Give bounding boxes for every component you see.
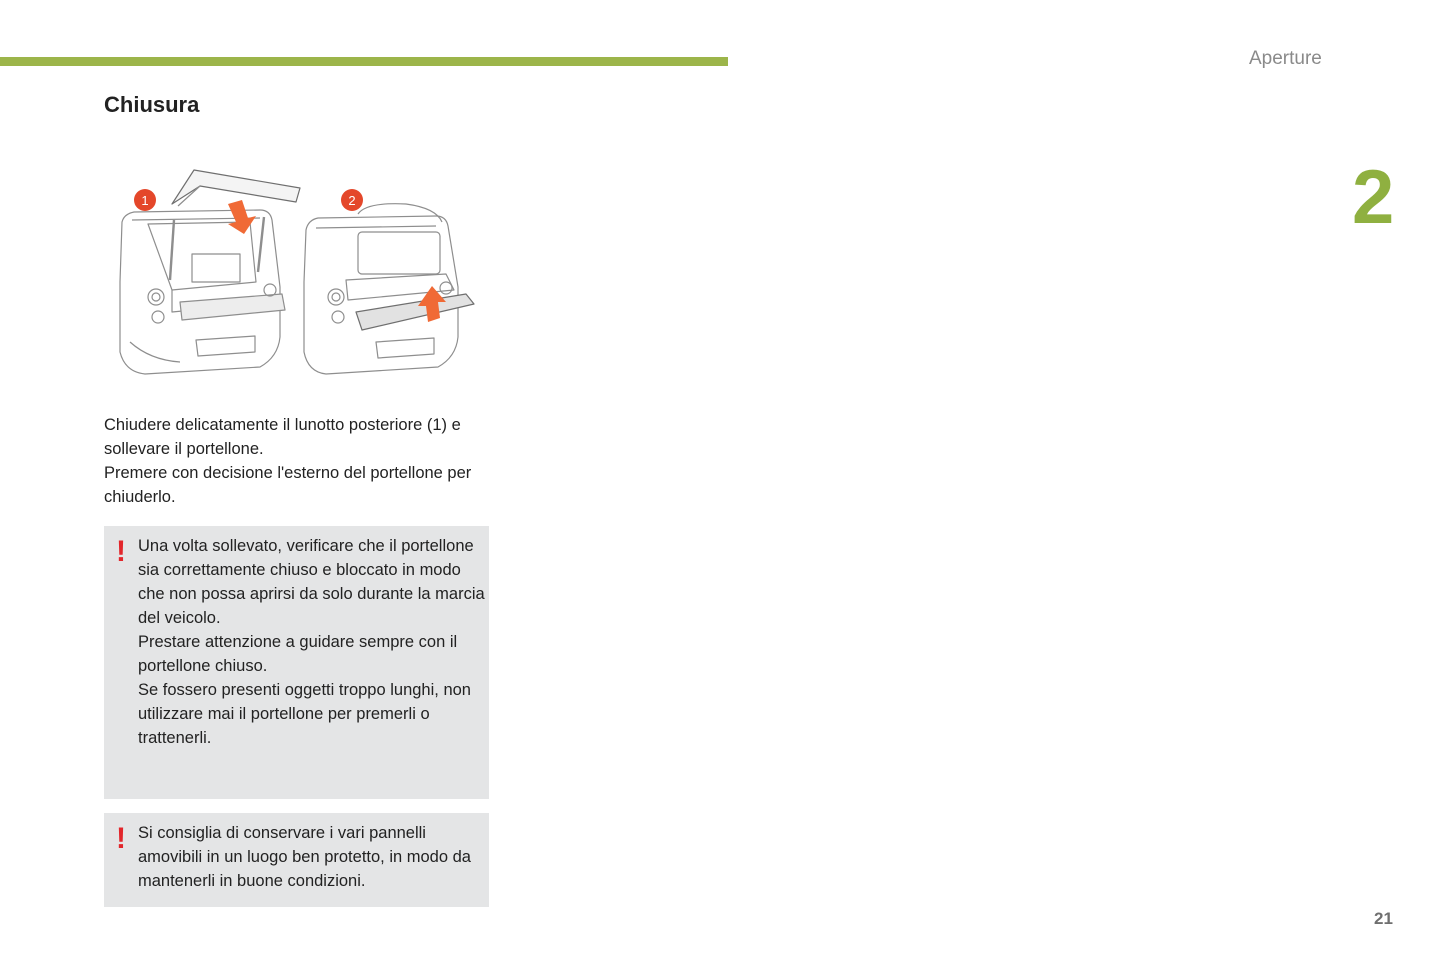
header-rule xyxy=(0,57,728,66)
warning-box xyxy=(104,813,489,907)
arrow-down-icon xyxy=(228,200,256,234)
warning-paragraph: Se fossero presenti oggetti troppo lunghi, non utilizzare mai il portellone per premerli o trattenerli. xyxy=(138,681,471,747)
body-paragraph: Chiudere delicatamente il lunotto posteriore (1) e sollevare il portellone. xyxy=(104,416,461,458)
body-text xyxy=(104,413,494,509)
warning-text xyxy=(138,534,488,750)
step-2-label: 2 xyxy=(348,193,356,208)
warning-box xyxy=(104,526,489,799)
tailgate-closing-illustration xyxy=(110,162,485,387)
page-number: 21 xyxy=(1374,909,1393,928)
section-header: Aperture xyxy=(1249,48,1322,69)
warning-paragraph: Si consiglia di conservare i vari pannelli amovibili in un luogo ben protetto, in modo da mantenerli in buone condizioni. xyxy=(138,824,471,890)
page-title: Chiusura xyxy=(104,92,200,117)
chapter-number: 2 xyxy=(1352,155,1395,240)
warning-icon: ! xyxy=(116,822,126,855)
car-step-2 xyxy=(304,204,474,374)
warning-paragraph: Una volta sollevato, verificare che il portellone sia correttamente chiuso e bloccato in modo che non possa aprirsi da solo durante la marcia del veicolo. xyxy=(138,537,485,627)
warning-paragraph: Prestare attenzione a guidare sempre con il portellone chiuso. xyxy=(138,633,458,675)
step-1-label: 1 xyxy=(141,193,149,208)
body-paragraph: Premere con decisione l'esterno del portellone per chiuderlo. xyxy=(104,464,472,506)
warning-icon: ! xyxy=(116,535,126,568)
warning-text xyxy=(138,821,488,893)
